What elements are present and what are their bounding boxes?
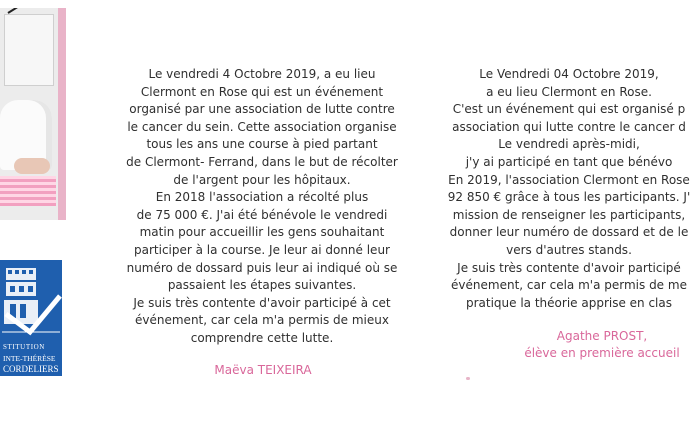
left-article xyxy=(108,66,416,348)
left-line: de Clermont- Ferrand, dans le but de récolter xyxy=(126,154,398,169)
logo-line-2: INTE-THÉRÈSE xyxy=(3,354,56,363)
volunteer-photo xyxy=(0,8,66,220)
left-line: En 2018 l'association a récolté plus xyxy=(155,190,369,205)
left-line: Clermont en Rose qui est un événement xyxy=(140,84,384,99)
left-line: Le vendredi 4 Octobre 2019, a eu lieu xyxy=(148,67,376,81)
left-line: passaient les étapes suivantes. xyxy=(167,278,357,293)
right-line: C'est un événement qui est organisé p xyxy=(452,102,686,117)
left-line: comprendre cette lutte. xyxy=(190,330,334,345)
right-line: association qui lutte contre le cancer d xyxy=(452,119,686,134)
right-line: j'y ai participé en tant que bénévo xyxy=(465,154,673,169)
right-line: Le Vendredi 04 Octobre 2019, xyxy=(479,67,659,81)
left-author: Maëva TEIXEIRA xyxy=(214,363,312,377)
right-line: événement, car cela m'a permis de me xyxy=(451,278,687,293)
right-author-name: Agathe PROST, xyxy=(556,329,648,343)
right-author-role: élève en première accueil xyxy=(524,346,680,360)
right-line: Le vendredi après-midi, xyxy=(498,137,640,152)
left-line: le cancer du sein. Cette association organise xyxy=(127,119,397,134)
left-line: de 75 000 €. J'ai été bénévole le vendredi xyxy=(136,207,388,222)
photo-pink-frame xyxy=(58,8,66,220)
left-line: participer à la course. Je leur ai donné leur xyxy=(134,242,390,257)
left-line: Je suis très contente d'avoir participé à cet xyxy=(133,295,391,310)
right-article xyxy=(434,66,700,312)
left-line: tous les ans une course à pied partant xyxy=(146,137,378,152)
right-author xyxy=(502,328,700,362)
logo-line-1: STITUTION xyxy=(3,343,45,351)
left-line: événement, car cela m'a permis de mieux xyxy=(135,313,389,328)
right-line: Je suis très contente d'avoir participé xyxy=(457,260,681,275)
photo-arm xyxy=(14,158,50,174)
photo-window xyxy=(4,14,54,86)
right-line: donner leur numéro de dossard et de le xyxy=(449,225,689,240)
photo-cable xyxy=(7,8,37,14)
right-line: vers d'autres stands. xyxy=(506,242,632,257)
left-line: numéro de dossard puis leur ai indiqué où se xyxy=(126,260,398,275)
right-line: pratique la théorie apprise en clas xyxy=(465,295,672,310)
decorative-speck xyxy=(466,377,470,380)
right-line: En 2019, l'association Clermont en Rose xyxy=(448,172,690,187)
logo-line-3: CORDELIERS xyxy=(3,364,59,374)
right-line: a eu lieu Clermont en Rose. xyxy=(486,84,652,99)
school-logo xyxy=(0,260,62,376)
photo-pink-papers xyxy=(0,176,56,206)
left-line: matin pour accueillir les gens souhaitant xyxy=(139,225,385,240)
right-line: mission de renseigner les participants, xyxy=(452,207,686,222)
school-crest-icon xyxy=(0,260,62,344)
left-line: organisé par une association de lutte contre xyxy=(129,102,395,117)
left-line: de l'argent pour les hôpitaux. xyxy=(173,172,351,187)
right-line: 92 850 € grâce à tous les participants. J' xyxy=(447,190,691,205)
